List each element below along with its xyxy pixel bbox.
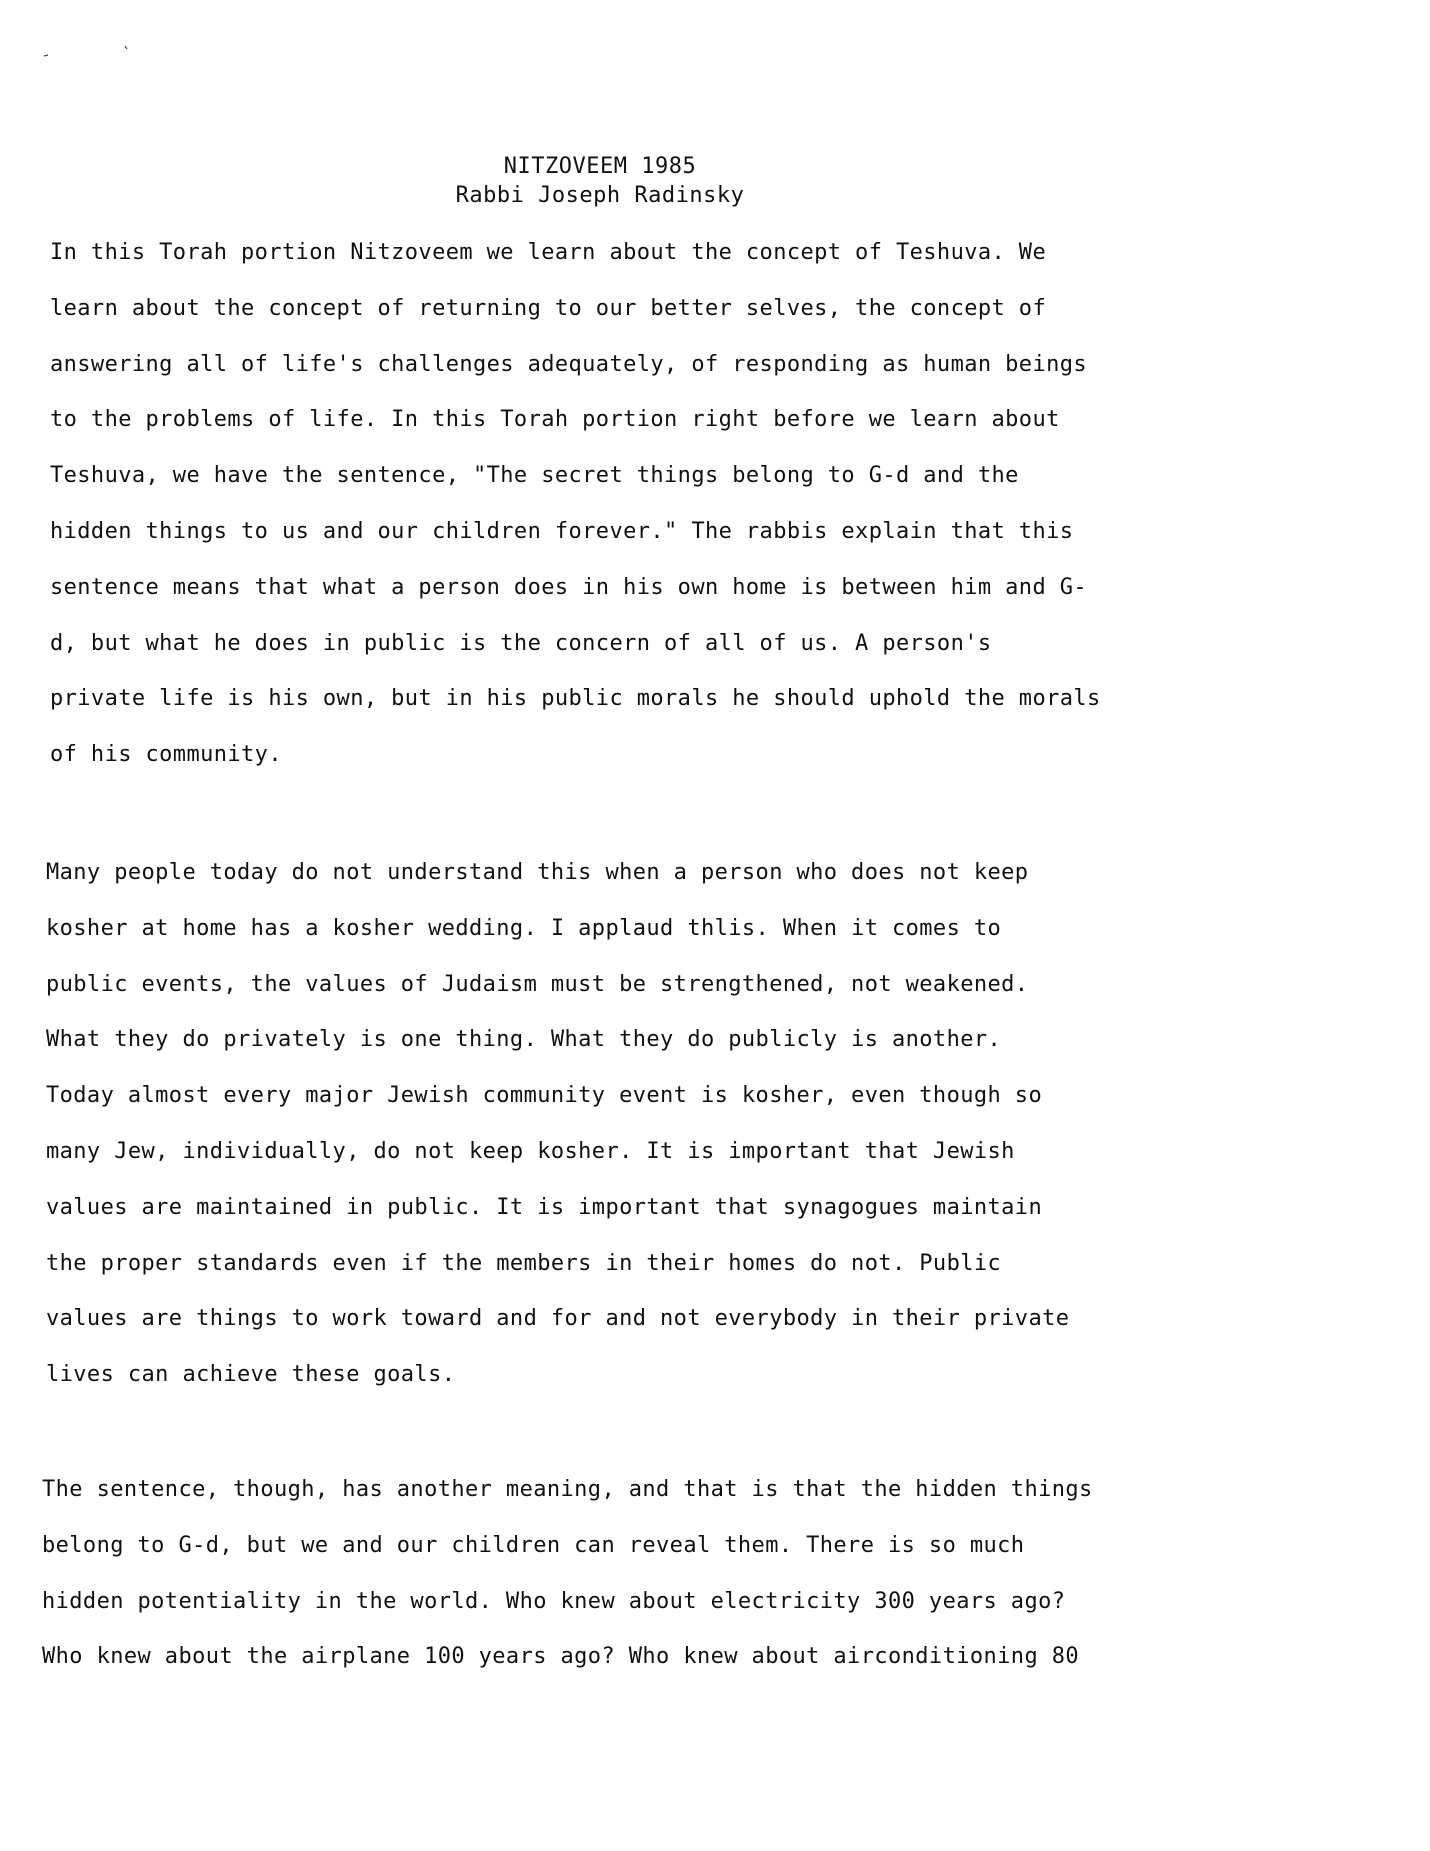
text-line: to the problems of life. In this Torah portion right before we learn about: [50, 407, 1060, 433]
text-line: The sentence, though, has another meaning, and that is that the hidden things: [42, 1477, 1093, 1502]
text-line: belong to G-d, but we and our children can reveal them. There is so much: [42, 1532, 1025, 1558]
text-line: values are things to work toward and for and not everybody in their private: [46, 1306, 1070, 1332]
text-line: private life is his own, but in his public morals he should uphold the morals: [50, 686, 1101, 712]
text-line: Today almost every major Jewish community event is kosher, even though so: [46, 1083, 1043, 1109]
paragraph-3: [42, 1462, 1182, 1685]
text-line: learn about the concept of returning to our better selves, the concept of: [50, 295, 1047, 321]
text-line: the proper standards even if the members in their homes do not. Public: [46, 1250, 1002, 1276]
text-line: sentence means that what a person does in his own home is between him and G-: [50, 574, 1088, 600]
document-header: [0, 152, 1200, 210]
text-line: d, but what he does in public is the concern of all of us. A person's: [50, 630, 992, 656]
text-line: answering all of life's challenges adequately, of responding as human beings: [50, 351, 1088, 377]
text-line: hidden things to us and our children forever." The rabbis explain that this: [50, 518, 1074, 544]
document-title: NITZOVEEM 1985: [503, 154, 697, 179]
text-line: many Jew, individually, do not keep kosher. It is important that Jewish: [46, 1138, 1015, 1164]
text-line: What they do privately is one thing. What they do publicly is another.: [46, 1027, 1002, 1053]
text-line: Who knew about the airplane 100 years ago? Who knew about airconditioning 80: [42, 1644, 1080, 1670]
paragraph-2: [46, 845, 1186, 1403]
text-line: lives can achieve these goals.: [46, 1362, 456, 1388]
text-line: kosher at home has a kosher wedding. I applaud thlis. When it comes to: [46, 915, 1002, 941]
scan-speck-marks: [30, 40, 150, 70]
text-line: values are maintained in public. It is important that synagogues maintain: [46, 1194, 1043, 1220]
text-line: Teshuva, we have the sentence, "The secret things belong to G-d and the: [50, 463, 1019, 489]
text-line: In this Torah portion Nitzoveem we learn about the concept of Teshuva. We: [50, 240, 1047, 265]
paragraph-1: [50, 225, 1190, 783]
text-line: public events, the values of Judaism must be strengthened, not weakened.: [46, 971, 1029, 997]
document-author: Rabbi Joseph Radinsky: [455, 183, 745, 208]
text-line: Many people today do not understand this when a person who does not keep: [46, 860, 1029, 885]
text-line: of his community.: [50, 742, 282, 768]
text-line: hidden potentiality in the world. Who knew about electricity 300 years ago?: [42, 1588, 1066, 1614]
